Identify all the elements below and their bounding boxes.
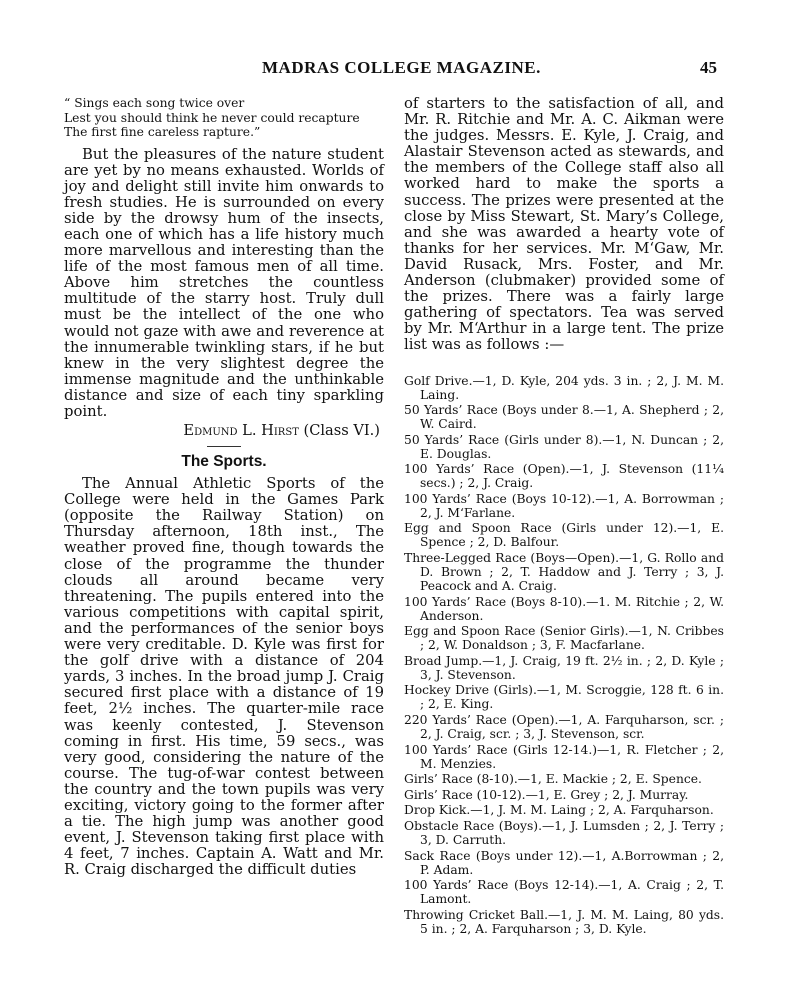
prize-list-item: Hockey Drive (Girls).—1, M. Scroggie, 128 ft. 6 in. ; 2, E. King. bbox=[404, 683, 724, 712]
prize-list-item: Drop Kick.—1, J. M. M. Laing ; 2, A. Farquharson. bbox=[404, 803, 714, 818]
author-name: Edmund L. Hirst bbox=[183, 422, 299, 440]
page-number: 45 bbox=[700, 58, 717, 77]
prize-list-item: Egg and Spoon Race (Senior Girls).—1, N. Cribbes ; 2, W. Donaldson ; 3, F. Macfarlane. bbox=[404, 624, 724, 653]
prize-list-item: Girls’ Race (10-12).—1, E. Grey ; 2, J. Murray. bbox=[404, 787, 689, 802]
prize-list-item: 100 Yards’ Race (Boys 10-12).—1, A. Borrowman ; 2, J. M‘Farlane. bbox=[404, 491, 724, 520]
section-heading: The Sports. bbox=[181, 453, 267, 471]
prize-list-item: Girls’ Race (8-10).—1, E. Mackie ; 2, E. Spence. bbox=[404, 772, 702, 787]
sports-report-continuation: of starters to the satisfaction of all, and Mr. R. Ritchie and Mr. A. C. Aikman were the judges. Messrs. E. Kyle, J. Craig, and Alastair Stevenson acted as stewards, and the members of the College staff also all worked hard to make the sports a success. The prizes were presented at the close by Miss Stewart, St. Mary’s College, and she was awarded a hearty vote of thanks for her services. Mr. M‘Gaw, Mr. David Rusack, Mrs. Foster, and Mr. Anderson (clubmaker) provided some of the prizes. There was a fairly large gathering of spectators. Tea was served by Mr. M‘Arthur in a large tent. The prize list was as follows :— bbox=[404, 95, 724, 354]
poem-line: “ Sings each song twice over bbox=[64, 96, 245, 110]
poem-quote bbox=[64, 96, 384, 140]
prize-list-item: Three-Legged Race (Boys—Open).—1, G. Rollo and D. Brown ; 2, T. Haddow and J. Terry ; 3, J. Peacock and A. Craig. bbox=[404, 551, 724, 594]
prize-list-item: Obstacle Race (Boys).—1, J. Lumsden ; 2, J. Terry ; 3, D. Carruth. bbox=[404, 819, 724, 847]
author-class: (Class VI.) bbox=[303, 422, 380, 440]
section-divider bbox=[207, 446, 241, 447]
running-head: MADRAS COLLEGE MAGAZINE. bbox=[262, 58, 541, 77]
prize-list-item: 50 Yards’ Race (Girls under 8).—1, N. Duncan ; 2, E. Douglas. bbox=[404, 432, 724, 461]
prize-list-item: 100 Yards’ Race (Girls 12-14.)—1, R. Fletcher ; 2, M. Menzies. bbox=[404, 742, 724, 771]
prize-list-item: 100 Yards’ Race (Boys 12-14).—1, A. Craig ; 2, T. Lamont. bbox=[404, 878, 724, 907]
prize-list-item: Sack Race (Boys under 12).—1, A.Borrowman ; 2, P. Adam. bbox=[404, 848, 724, 877]
prize-list-item: 100 Yards’ Race (Open).—1, J. Stevenson (11¼ secs.) ; 2, J. Craig. bbox=[404, 462, 724, 491]
left-column bbox=[64, 96, 384, 878]
prize-list-item: Golf Drive.—1, D. Kyle, 204 yds. 3 in. ; 2, J. M. M. Laing. bbox=[404, 373, 724, 402]
prize-list-item: 220 Yards’ Race (Open).—1, A. Farquharson, scr. ; 2, J. Craig, scr. ; 3, J. Stevenson, scr. bbox=[404, 713, 724, 742]
sports-report-paragraph: The Annual Athletic Sports of the College were held in the Games Park (opposite the Railway Station) on Thursday afternoon, 18th inst., The weather proved fine, though towards the close of the programme the thunder clouds all around became very threatening. The pupils entered into the various competitions with capital spirit, and the performances of the senior boys were very creditable. D. Kyle was first for the golf drive with a distance of 204 yards, 3 inches. In the broad jump J. Craig secured first place with a distance of 19 feet, 2½ inches. The quarter-mile race was keenly contested, J. Stevenson coming in first. His time, 59 secs., was very good, considering the nature of the course. The tug-of-war contest between the country and the town pupils was very exciting, victory going to the former after a tie. The high jump was another good event, J. Stevenson taking first place with 4 feet, 7 inches. Captain A. Watt and Mr. R. Craig discharged the difficult duties bbox=[64, 475, 384, 879]
prize-list-item: Egg and Spoon Race (Girls under 12).—1, E. Spence ; 2, D. Balfour. bbox=[404, 521, 724, 550]
poem-line: Lest you should think he never could recapture bbox=[64, 110, 360, 125]
prize-list-item: 100 Yards’ Race (Boys 8-10).—1. M. Ritchie ; 2, W. Anderson. bbox=[404, 594, 724, 623]
right-column bbox=[404, 96, 724, 937]
prize-list-item: Broad Jump.—1, J. Craig, 19 ft. 2½ in. ; 2, D. Kyle ; 3, J. Stevenson. bbox=[404, 653, 724, 682]
page-header bbox=[0, 58, 800, 82]
author-signature bbox=[64, 422, 384, 439]
prize-list bbox=[404, 374, 724, 936]
poem-line: The first fine careless rapture.” bbox=[64, 125, 261, 139]
prize-list-item: Throwing Cricket Ball.—1, J. M. M. Laing, 80 yds. 5 in. ; 2, A. Farquharson ; 3, D. Kyle. bbox=[404, 907, 724, 936]
prize-list-item: 50 Yards’ Race (Boys under 8.—1, A. Shepherd ; 2, W. Caird. bbox=[404, 403, 724, 432]
essay-paragraph: But the pleasures of the nature student are yet by no means exhausted. Worlds of joy and delight still invite him onwards to fresh studies. He is surrounded on every side by the drowsy hum of the insects, each one of which has a life history much more marvellous and interesting than the life of the most famous men of all time. Above him stretches the countless multitude of the starry host. Truly dull must be the intellect of the one who would not gaze with awe and reverence at the innumerable twinkling stars, if he but knew in the very slightest degree the immense magnitude and the unthinkable distance and size of each tiny sparkling point. bbox=[64, 145, 384, 420]
